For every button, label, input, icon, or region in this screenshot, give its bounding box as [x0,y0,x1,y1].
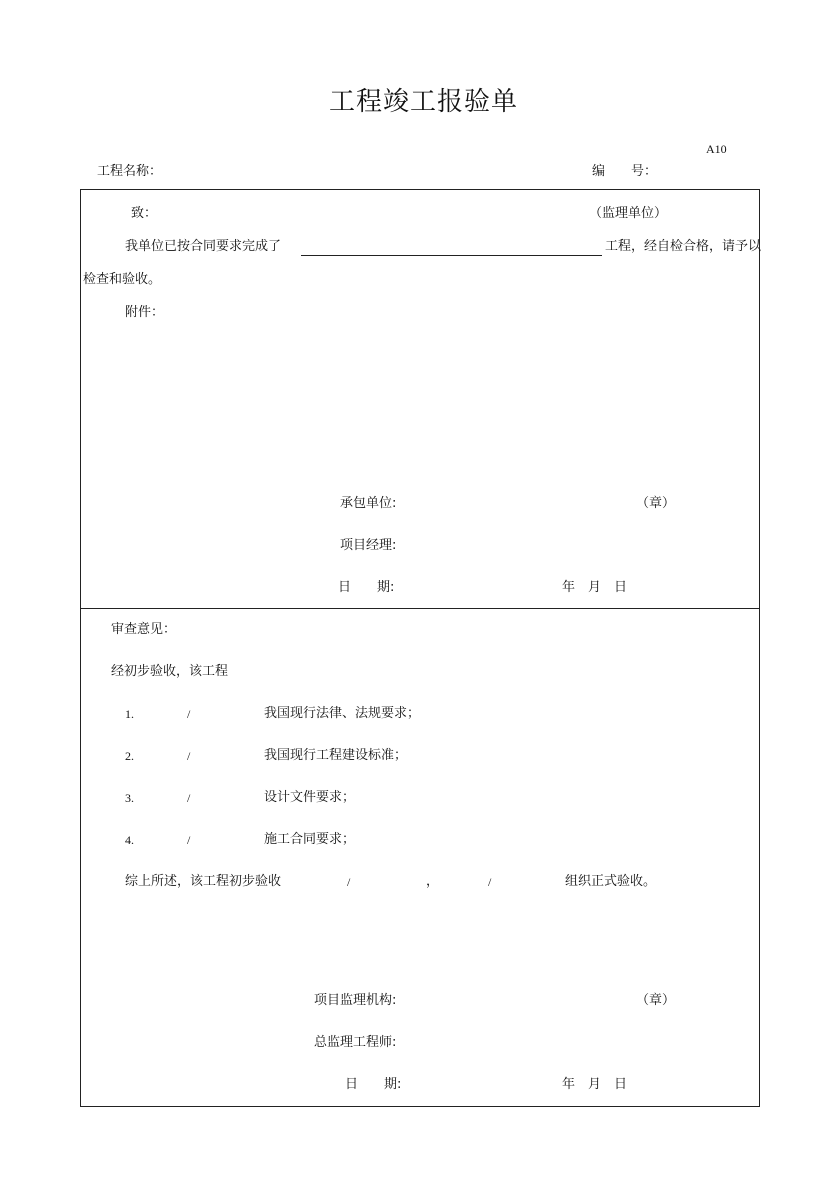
item-choice: / [187,791,191,805]
section-divider [80,608,760,609]
statement-post: 工程，经自检合格，请予以 [605,239,762,254]
statement-cont: 检查和验收。 [83,272,162,287]
summary-post: 组织正式验收。 [565,874,657,889]
summary-choice-2: / [488,875,492,889]
item-text: 施工合同要求； [264,832,356,847]
item-number: 2. [125,749,134,763]
summary-pre: 综上所述，该工程初步验收 [125,874,282,889]
project-manager-label: 项目经理: [340,538,397,553]
item-text: 设计文件要求； [264,790,356,805]
item-number: 3. [125,791,134,805]
opinion-label: 审查意见： [111,622,177,637]
review-date-ymd: 年 月 日 [562,1077,628,1092]
project-blank-line [301,255,602,256]
supervision-seal: （章） [636,993,676,1008]
item-choice: / [187,707,191,721]
project-name-label: 工程名称： [97,164,163,179]
item-text: 我国现行工程建设标准； [264,748,408,763]
item-choice: / [187,749,191,763]
supervisor-unit-label: （监理单位） [589,206,668,221]
page-title: 工程竣工报验单 [329,87,519,117]
summary-comma: ， [426,874,440,889]
item-number: 4. [125,833,134,847]
to-label: 致： [131,206,158,221]
item-text: 我国现行法律、法规要求； [264,706,421,721]
contractor-label: 承包单位: [340,496,397,511]
chief-engineer-label: 总监理工程师: [314,1035,397,1050]
submission-date-ymd: 年 月 日 [562,580,628,595]
form-frame [80,189,760,1107]
submission-date-label: 日 期: [338,580,395,595]
supervision-org-label: 项目监理机构: [314,993,397,1008]
item-choice: / [187,833,191,847]
statement-pre: 我单位已按合同要求完成了 [125,239,282,254]
contractor-seal: （章） [636,496,676,511]
summary-choice-1: / [347,875,351,889]
item-number: 1. [125,707,134,721]
form-code: A10 [706,142,727,156]
review-date-label: 日 期: [345,1077,402,1092]
review-intro: 经初步验收，该工程 [111,664,229,679]
attachment-label: 附件： [125,305,165,320]
number-label: 编 号： [592,164,658,179]
